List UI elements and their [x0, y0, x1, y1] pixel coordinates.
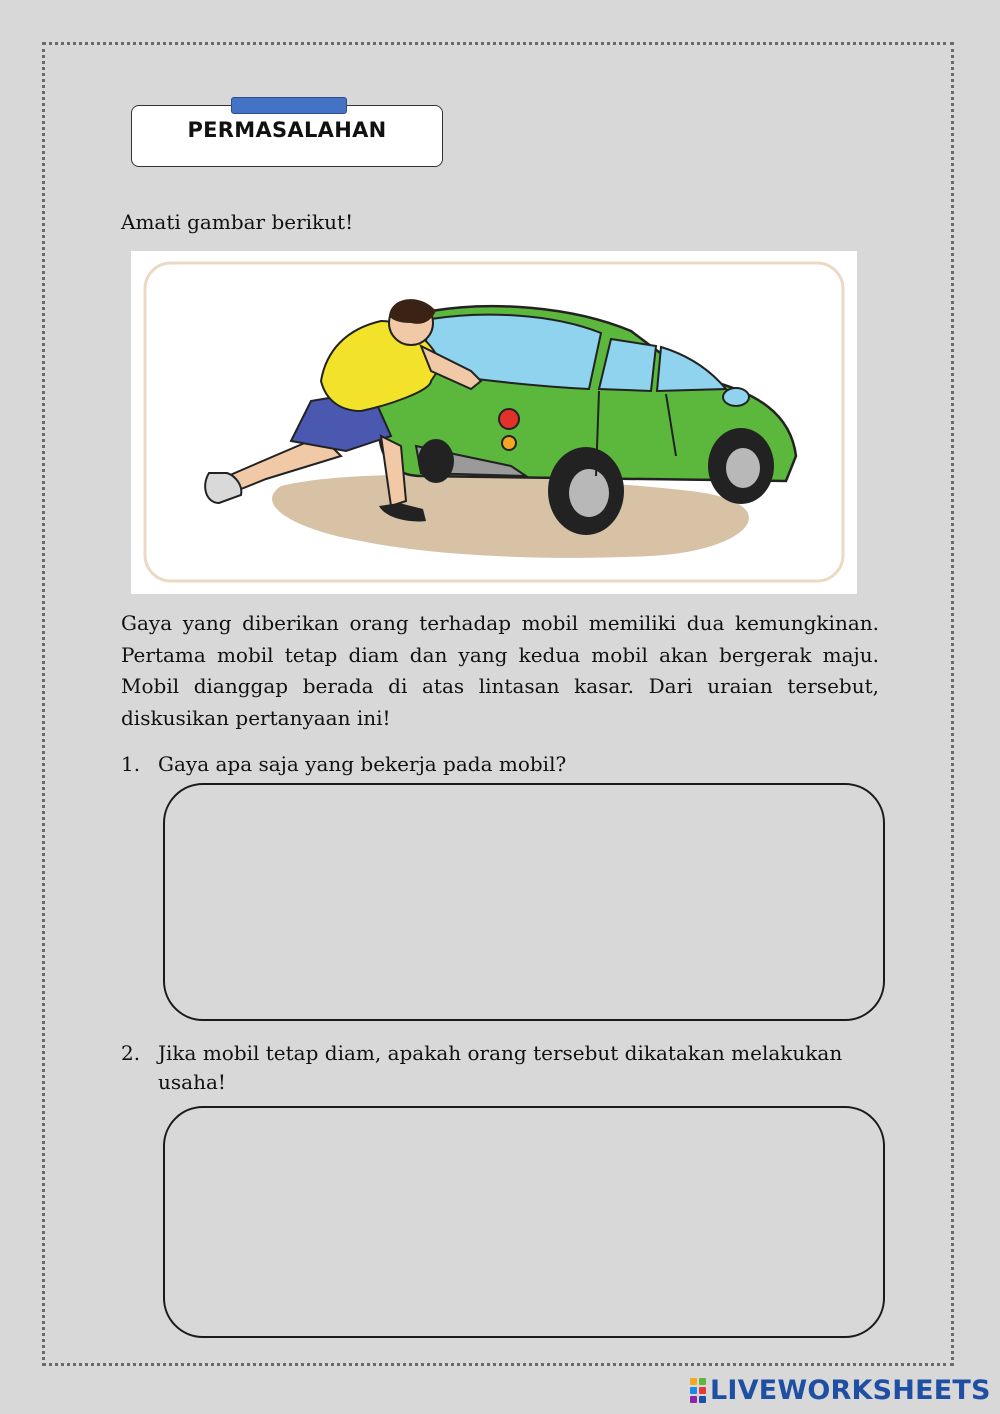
car-side-window-2: [657, 347, 726, 391]
liveworksheets-logo-text: LIVEWORKSHEETS: [710, 1374, 991, 1406]
liveworksheets-logo-icon: [690, 1378, 706, 1403]
car-hubcap-rear: [569, 469, 609, 517]
section-title: PERMASALAHAN: [187, 118, 387, 142]
liveworksheets-logo[interactable]: [690, 1374, 991, 1406]
car-push-illustration: [131, 251, 857, 594]
title-tab-decoration: [231, 97, 347, 114]
car-tail-light: [499, 409, 519, 429]
question-2-text: Jika mobil tetap diam, apakah orang tersebut dikatakan melakukan usaha!: [158, 1041, 843, 1094]
ground-shadow: [272, 475, 749, 558]
problem-paragraph: Gaya yang diberikan orang terhadap mobil memiliki dua kemungkinan. Pertama mobil tetap diam dan yang kedua mobil akan bergerak maju. Mobil dianggap berada di atas lintasan kasar. Dari uraian tersebut, diskusikan pertanyaan ini!: [121, 611, 879, 730]
person-back-shoe: [205, 473, 241, 503]
car-wheel-hidden: [418, 439, 454, 483]
instruction-text: Amati gambar berikut!: [121, 210, 354, 234]
question-1-number: 1.: [121, 752, 141, 776]
car-indicator-light: [502, 436, 516, 450]
illustration-svg: [131, 251, 857, 594]
answer-box-2[interactable]: [163, 1106, 885, 1338]
question-2-number: 2.: [121, 1041, 141, 1065]
answer-box-1[interactable]: [163, 783, 885, 1021]
car-hubcap-front: [726, 448, 760, 488]
question-1-text: Gaya apa saja yang bekerja pada mobil?: [158, 752, 567, 776]
car-mirror: [723, 388, 749, 406]
